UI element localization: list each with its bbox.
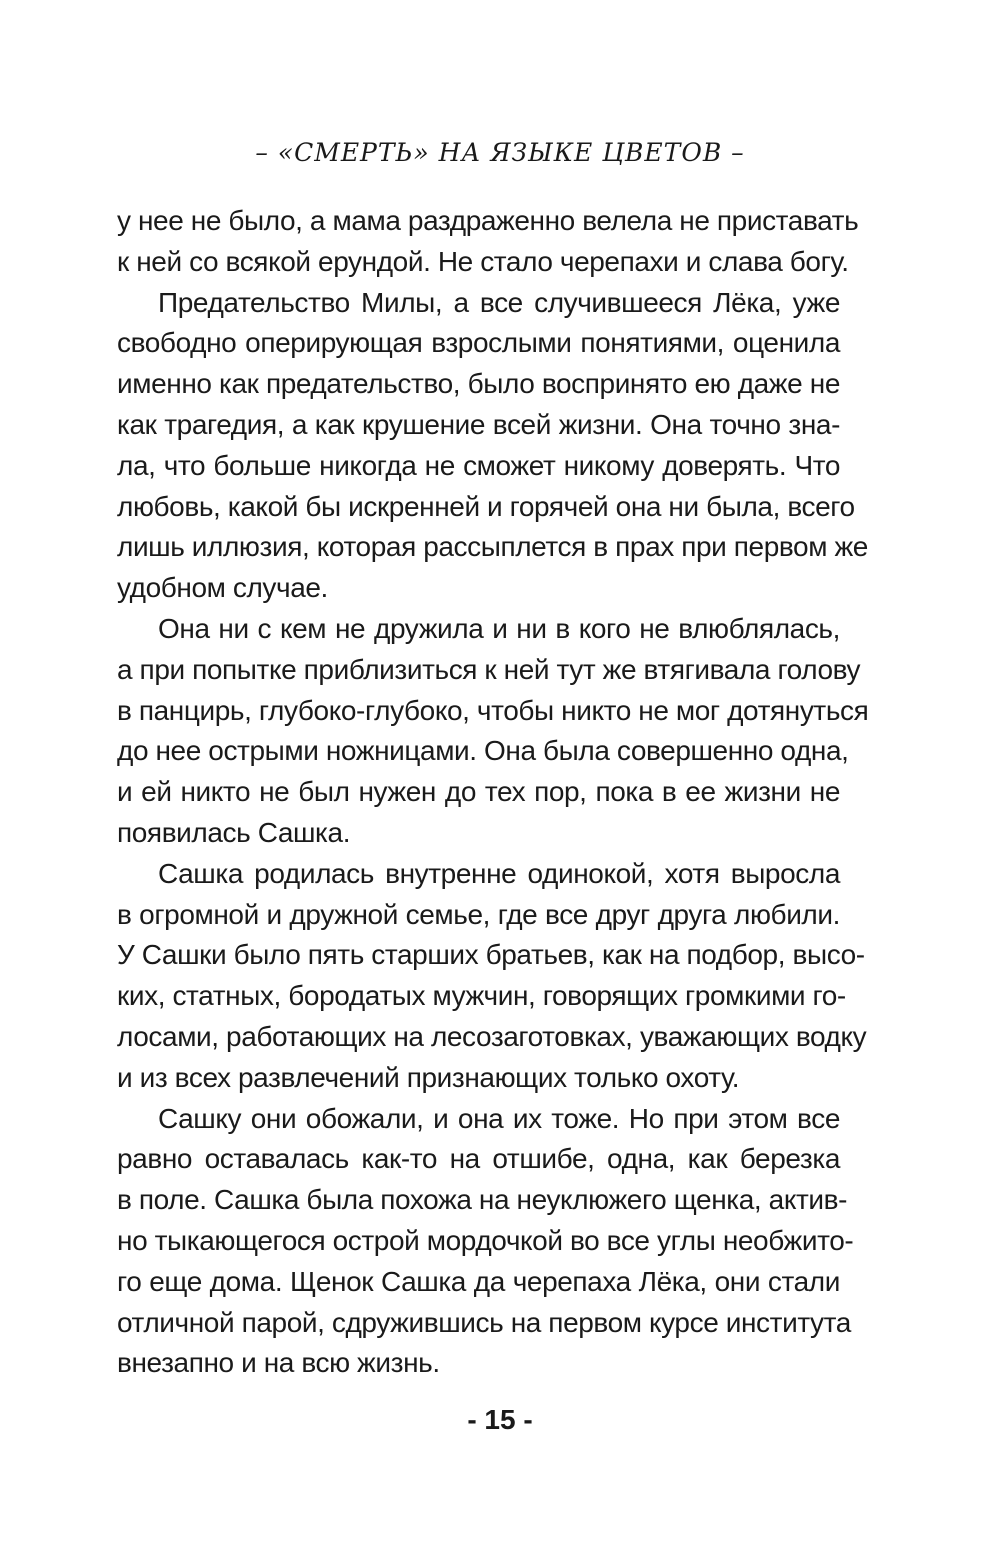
paragraph [117,283,868,609]
text-line: к ней со всякой ерундой. Не стало черепахи и слава богу. [117,245,849,277]
text-line: удобном случае. [117,572,328,604]
text-line: Она ни с кем не дружила и ни в кого не влюблялась, [158,612,840,644]
text-line: как трагедия, а как крушение всей жизни. Она точно зна- [117,408,840,440]
text-line: в поле. Сашка была похожа на неуклюжего щенка, актив- [117,1184,848,1216]
text-line: появилась Сашка. [117,816,351,848]
text-line: свободно оперирующая взрослыми понятиями, оценила [117,327,840,359]
paragraph [117,854,867,1099]
text-line: Сашка родилась внутренне одинокой, хотя выросла [158,857,840,889]
text-line: любовь, какой бы искренней и горячей она ни была, всего [117,490,855,522]
text-line: лишь иллюзия, которая рассыплется в прах при первом же [117,531,868,563]
text-line: но тыкающегося острой мордочкой во все углы необжито- [117,1224,854,1256]
text-line: У Сашки было пять старших братьев, как на подбор, высо- [117,939,865,971]
text-line: и ей никто не был нужен до тех пор, пока в ее жизни не [117,776,840,808]
text-line: Предательство Милы, а все случившееся Лёка, уже [158,286,840,318]
text-line: лосами, работающих на лесозаготовках, уважающих водку [117,1020,867,1052]
text-line: до нее острыми ножницами. Она была совершенно одна, [117,735,849,767]
paragraph [117,1099,854,1385]
text-line: ла, что больше никогда не сможет никому доверять. Что [117,449,840,481]
paragraph [117,609,869,854]
text-line: и из всех развлечений признающих только охоту. [117,1061,740,1093]
text-line: в панцирь, глубоко-глубоко, чтобы никто не мог дотянуться [117,694,869,726]
text-line: именно как предательство, было воспринято ею даже не [117,368,840,400]
page-number: - 15 - [467,1404,533,1435]
text-line: отличной парой, сдружившись на первом курсе института [117,1306,851,1338]
text-line: го еще дома. Щенок Сашка да черепаха Лёка, они стали [117,1265,840,1297]
body-text [117,201,869,1384]
text-line: в огромной и дружной семье, где все друг друга любили. [117,898,840,930]
text-line: равно оставалась как-то на отшибе, одна, как березка [117,1143,840,1175]
paragraph [117,201,859,283]
text-line: у нее не было, а мама раздраженно велела не приставать [117,205,859,236]
text-line: ких, статных, бородатых мужчин, говорящих громкими го- [117,980,846,1012]
text-line: внезапно и на всю жизнь. [117,1347,440,1379]
text-line: Сашку они обожали, и она их тоже. Но при этом все [158,1102,840,1134]
text-line: а при попытке приблизиться к ней тут же втягивала голову [117,653,861,685]
running-head: – «СМЕРТЬ» НА ЯЗЫКЕ ЦВЕТОВ – [255,138,745,167]
